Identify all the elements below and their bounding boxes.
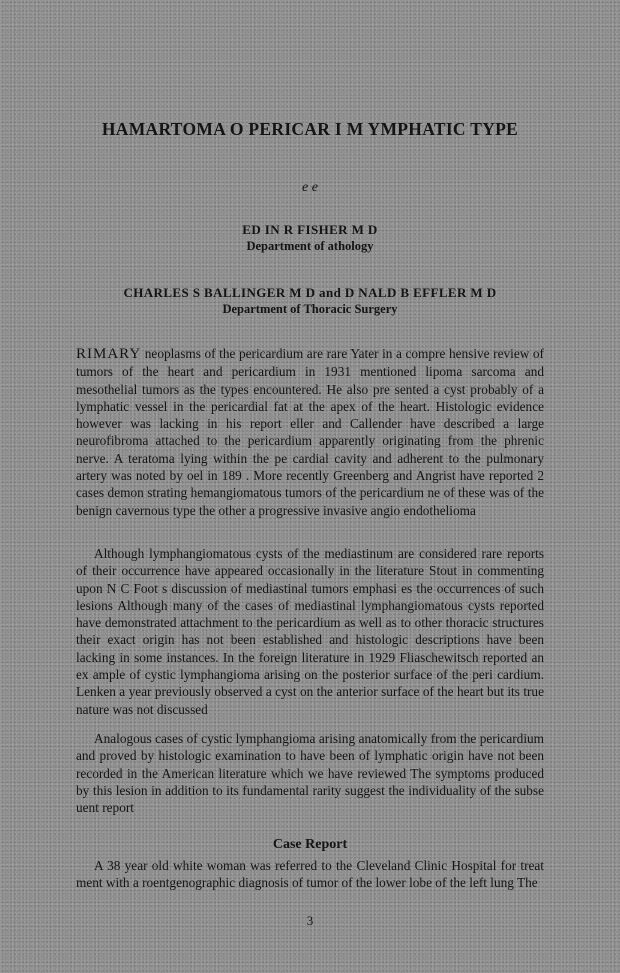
paragraph-2-text: Although lymphangiomatous cysts of the mediastinum are considered rare reports of their occurrence have appeared occasionally in the literature Stout in commenting upon N C Foot s discussion of mediastinal tumors emphasi es the occurrences of such lesions Although many of the cases of mediastinal lymphangiomatous cysts reported have demonstrated attachment to the pericardium as well as to other thoracic structures their exact origin has not been established and histologic descriptions have been lacking in some instances. In the foreign literature in 1929 Fliaschewitsch reported an ex ample of cystic lymphangioma arising on the posterior surface of the peri cardium. Lenken a year previously observed a cyst on the anterior surface of the heart but its true nature was not discussed (76, 546, 544, 717)
paragraph-3 (76, 730, 544, 816)
paragraph-4 (76, 857, 544, 892)
page-number: 3 (306, 913, 314, 928)
paragraph-4-text: A 38 year old white woman was referred to the Cleveland Clinic Hospital for treat ment with a roentgenographic diagnosis of tumor of the lower lobe of the left lung The (76, 858, 544, 891)
section-heading: Case Report (272, 837, 348, 852)
article-title: HAMARTOMA O PERICAR I M YMPHATIC TYPE (101, 119, 519, 139)
department-1: Department of athology (246, 239, 374, 253)
paragraph-1-text: neoplasms of the pericardium are rare Yater in a compre hensive review of tumors of the heart and pericardium in 1931 mentioned lipoma sarcoma and mesothelial tumors as the types encountered. He also pre sented a cyst probably of a lymphatic vessel in the pericardial fat at the apex of the heart. Histologic evidence however was lacking in his report eller and Callender have described a large neurofibroma attached to the pericardium apparently originating from the phrenic nerve. A teratoma lying within the pe cardial cavity and adherent to the pulmonary artery was noted by oel in 189 . More recently Greenberg and Angrist have reported 2 cases demon strating hemangiomatous tumors of the pericardium ne of these was of the benign cavernous type the other a progressive invasive angio endothelioma (76, 346, 544, 518)
department-2: Department of Thoracic Surgery (222, 302, 398, 316)
author-2: CHARLES S BALLINGER M D and D NALD B EFFLER M D (123, 285, 497, 300)
drop-cap-word: RIMARY (76, 346, 142, 362)
paragraph-2 (76, 545, 544, 718)
paragraph-1 (76, 345, 544, 519)
title-symbols: e e (302, 180, 318, 195)
author-1: ED IN R FISHER M D (242, 222, 378, 237)
paragraph-3-text: Analogous cases of cystic lymphangioma arising anatomically from the pericardium and proved by histologic examination to have been of lymphatic origin have not been recorded in the American literature which we have reviewed The symptoms produced by this lesion in addition to its fundamental rarity suggest the individuality of the subse uent report (76, 731, 544, 816)
